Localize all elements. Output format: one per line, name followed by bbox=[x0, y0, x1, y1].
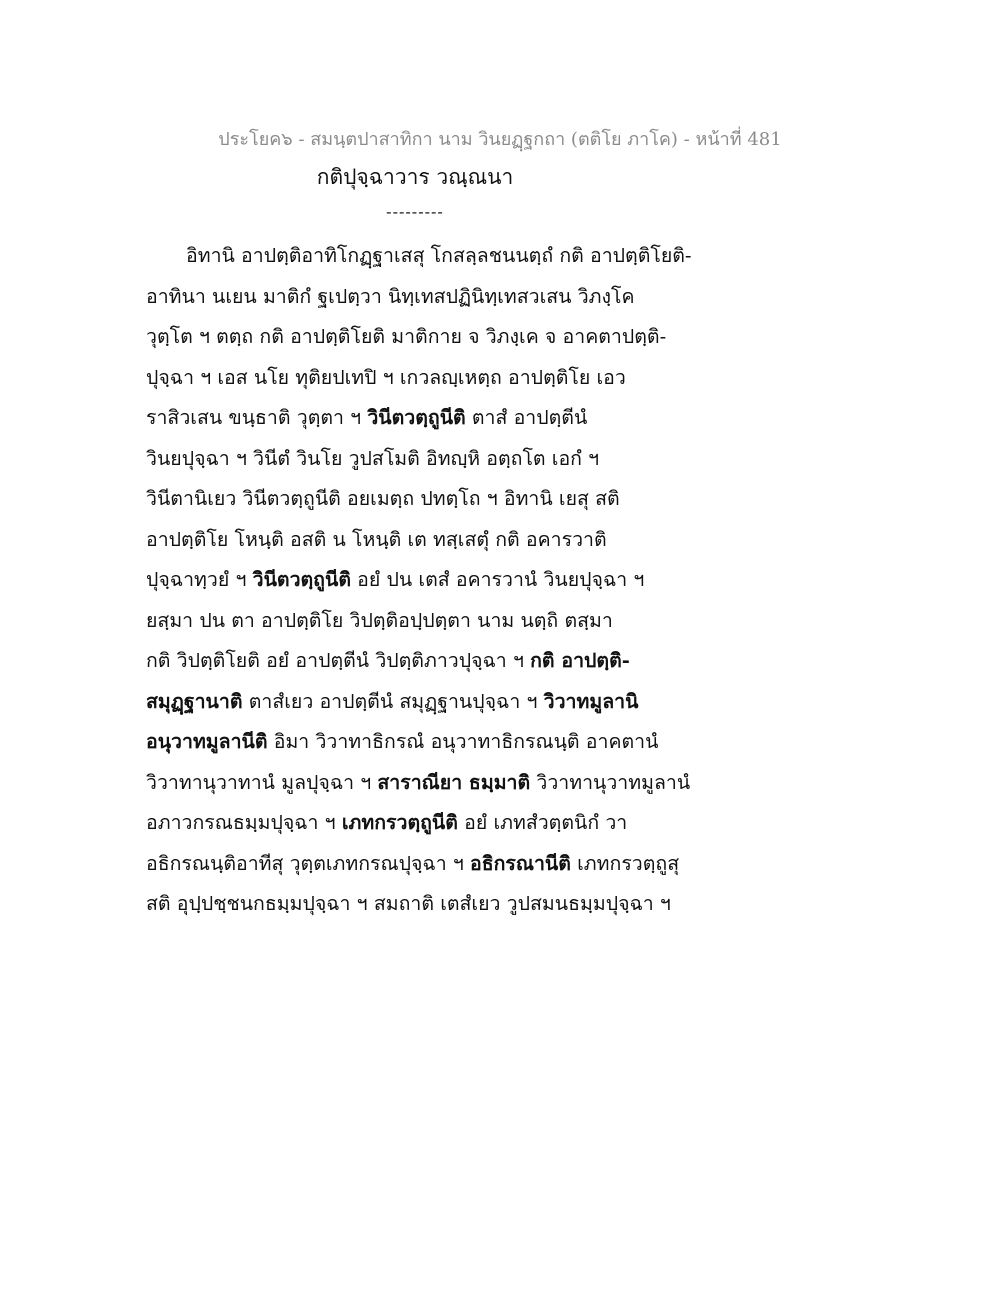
bold-term: กติ อาปตฺติ- bbox=[530, 649, 630, 672]
text-line bbox=[146, 358, 706, 399]
text-segment: เภทกรวตฺถูสุ bbox=[570, 851, 680, 875]
text-segment: ราสิวเสน ขนฺธาติ วุตฺตา ฯ bbox=[146, 406, 368, 429]
text-line bbox=[146, 803, 706, 844]
text-line bbox=[146, 236, 706, 277]
text-segment: ยสฺมา ปน ตา อาปตฺติโย วิปตฺติอปฺปตฺตา นาม นตฺถิ ตสฺมา bbox=[146, 608, 613, 632]
text-line bbox=[146, 560, 706, 601]
text-segment: อธิกรณนฺติอาทีสุ วุตฺตเภทกรณปุจฺฉา ฯ bbox=[146, 851, 470, 875]
text-line bbox=[146, 682, 706, 723]
text-line bbox=[146, 277, 706, 318]
bold-term: สมุฏฺฐานาติ bbox=[146, 689, 243, 713]
text-line bbox=[146, 479, 706, 520]
bold-term: เภทกรวตฺถูนีติ bbox=[341, 811, 458, 834]
bold-term: วินีตวตฺถูนีติ bbox=[367, 406, 466, 429]
text-line bbox=[146, 763, 706, 804]
text-segment: อภาวกรณธมฺมปุจฺฉา ฯ bbox=[146, 811, 342, 834]
text-segment: อาทินา นเยน มาติกํ ฐเปตฺวา นิทฺเทสปฏินิทฺเทสวเสน วิภงฺโค bbox=[146, 284, 635, 308]
body-paragraph bbox=[146, 236, 706, 925]
bold-term: อนุวาทมูลานีติ bbox=[146, 730, 268, 753]
text-line bbox=[146, 520, 706, 561]
text-line bbox=[146, 601, 706, 642]
running-header: ประโยค๖ - สมนฺตปาสาทิกา นาม วินยฏฺฐกถา (ตติโย ภาโค) - หน้าที่ 481 bbox=[218, 129, 782, 150]
text-line bbox=[146, 317, 706, 358]
section-divider: --------- bbox=[386, 202, 444, 221]
text-line bbox=[146, 722, 706, 763]
text-segment: อาปตฺติโย โหนฺติ อสติ น โหนฺติ เต ทสฺเสตุํ กติ อคารวาติ bbox=[146, 527, 607, 551]
text-segment: ตาสํ อาปตฺตีนํ bbox=[465, 406, 588, 429]
text-segment: ตาสํเยว อาปตฺตีนํ สมุฏฺฐานปุจฺฉา ฯ bbox=[242, 689, 544, 713]
bold-term: วินีตวตฺถูนีติ bbox=[252, 568, 351, 591]
text-segment: วุตฺโต ฯ ตตฺถ กติ อาปตฺติโยติ มาติกาย จ วิภงฺเค จ อาคตาปตฺติ- bbox=[146, 325, 667, 348]
text-segment: วิวาทานุวาทมูลานํ bbox=[530, 770, 691, 794]
text-line bbox=[146, 439, 706, 480]
text-segment: ปุจฺฉา ฯ เอส นโย ทุติยปเทปิ ฯ เกวลญฺเหตฺถ อาปตฺติโย เอว bbox=[146, 365, 626, 389]
text-segment: กติ วิปตฺติโยติ อยํ อาปตฺตีนํ วิปตฺติภาวปุจฺฉา ฯ bbox=[146, 649, 531, 672]
text-segment: ปุจฺฉาทฺวยํ ฯ bbox=[146, 568, 253, 591]
text-segment: อิมา วิวาทาธิกรณํ อนุวาทาธิกรณนฺติ อาคตานํ bbox=[267, 730, 659, 753]
text-line bbox=[146, 398, 706, 439]
bold-term: อธิกรณานีติ bbox=[470, 851, 571, 875]
text-line bbox=[146, 641, 706, 682]
text-segment: วินยปุจฺฉา ฯ วินีตํ วินโย วูปสโมติ อิทญฺหิ อตฺถโต เอกํ ฯ bbox=[146, 446, 600, 470]
text-line bbox=[146, 844, 706, 885]
text-segment: อยํ ปน เตสํ อคารวานํ วินยปุจฺฉา ฯ bbox=[350, 568, 645, 591]
bold-term: สาราณียา ธมฺมาติ bbox=[377, 770, 531, 794]
text-line bbox=[146, 884, 706, 925]
text-segment: อิทานิ อาปตฺติอาทิโกฏฺฐาเสสุ โกสลฺลชนนตฺถํ กติ อาปตฺติโยติ- bbox=[186, 244, 692, 267]
text-segment: สติ อุปฺปชฺชนกธมฺมปุจฺฉา ฯ สมถาติ เตสํเยว วูปสมนธมฺมปุจฺฉา ฯ bbox=[146, 892, 671, 915]
bold-term: วิวาทมูลานิ bbox=[543, 689, 639, 713]
text-segment: วินีตานิเยว วินีตวตฺถูนีติ อยเมตฺถ ปทตฺโถ ฯ อิทานิ เยสุ สติ bbox=[146, 487, 620, 510]
text-segment: อยํ เภทสํวตฺตนิกํ วา bbox=[457, 811, 628, 834]
text-segment: วิวาทานุวาทานํ มูลปุจฺฉา ฯ bbox=[146, 770, 378, 794]
section-title: กติปุจฺฉาวาร วณฺณนา bbox=[316, 165, 514, 189]
